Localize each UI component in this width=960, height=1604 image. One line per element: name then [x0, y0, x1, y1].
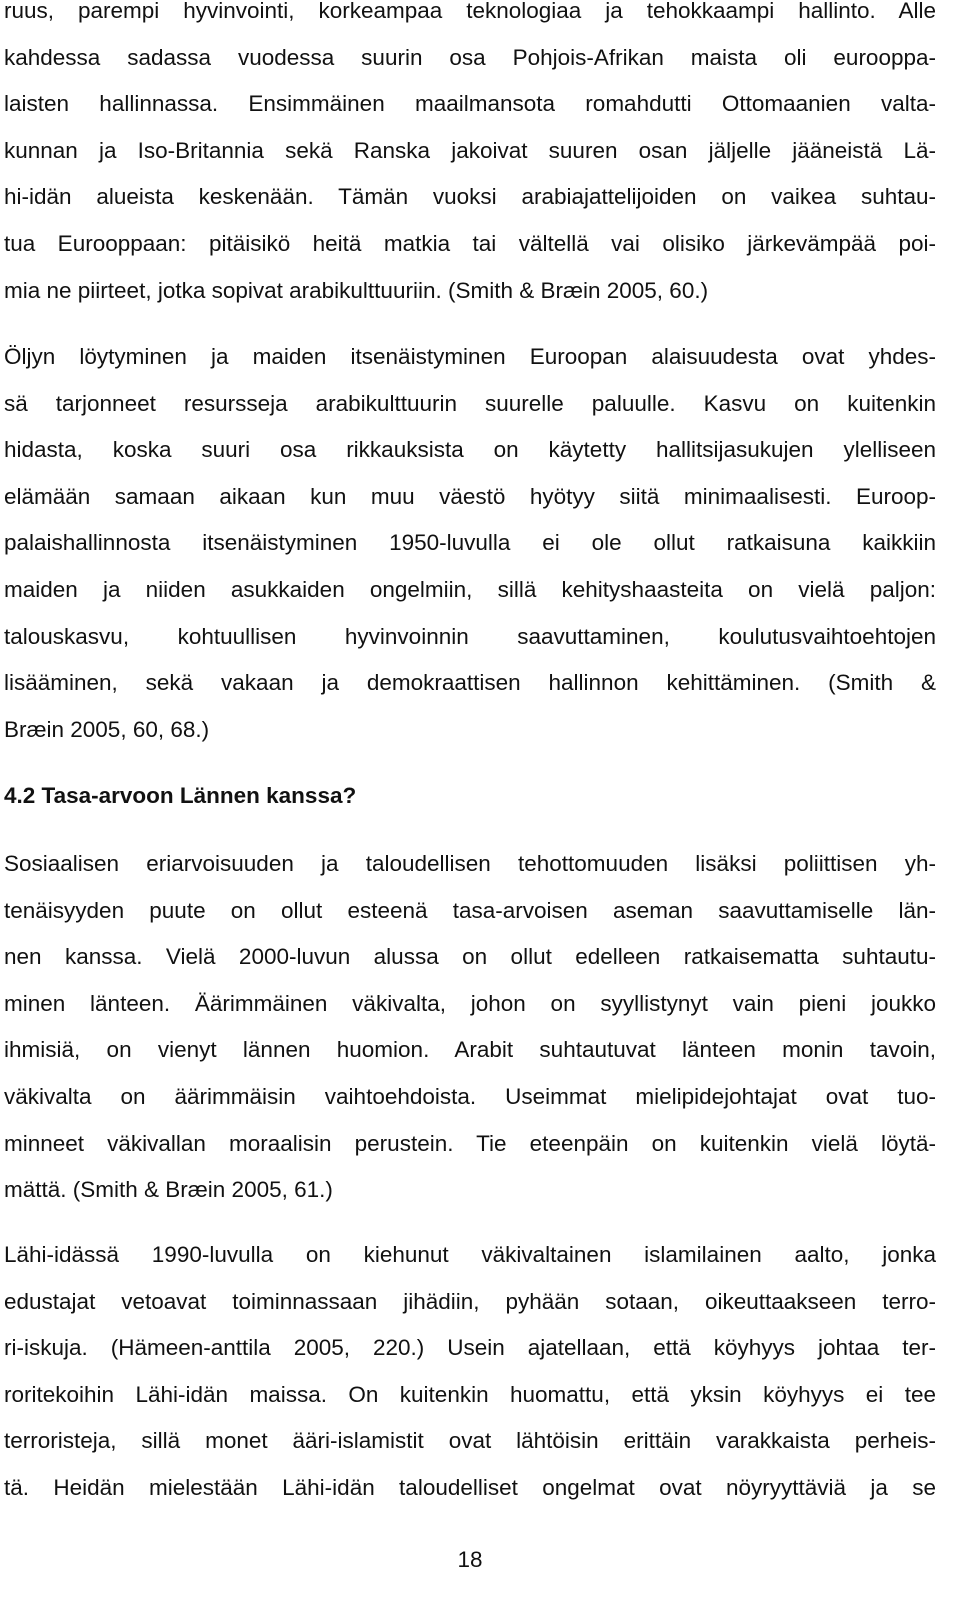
page-number: 18: [457, 1547, 483, 1572]
paragraph-oil-independence: [4, 334, 936, 753]
text-line: tä. Heidän mielestään Lähi-idän taloudelliset ongelmat ovat nöyryyttäviä ja se: [4, 1474, 936, 1500]
text-line: hi-idän alueista keskenään. Tämän vuoksi arabiajattelijoiden on vaikea suhtau-: [4, 184, 936, 210]
text-line: mättä. (Smith & Bræin 2005, 61.): [4, 1177, 333, 1203]
paragraph-equality-west: [4, 841, 936, 1214]
text-line: hidasta, koska suuri osa rikkauksista on käytetty hallitsijasukujen ylelliseen: [4, 437, 936, 463]
text-line: laisten hallinnassa. Ensimmäinen maailmansota romahdutti Ottomaanien valta-: [4, 91, 936, 117]
text-line: Bræin 2005, 60, 68.): [4, 716, 210, 742]
text-line: maiden ja niiden asukkaiden ongelmiin, sillä kehityshaasteita on vielä paljon:: [4, 576, 936, 602]
text-line: ri-iskuja. (Hämeen-anttila 2005, 220.) Usein ajatellaan, että köyhyys johtaa ter-: [4, 1335, 936, 1361]
text-line: nen kanssa. Vielä 2000-luvun alussa on ollut edelleen ratkaisematta suhtautu-: [4, 944, 936, 970]
paragraph-arab-history: [4, 0, 936, 314]
text-line: Lähi-idässä 1990-luvulla on kiehunut väkivaltainen islamilainen aalto, jonka: [4, 1242, 936, 1267]
text-line: kunnan ja Iso-Britannia sekä Ranska jakoivat suuren osan jäljelle jääneistä Lä-: [4, 137, 936, 163]
text-line: Sosiaalisen eriarvoisuuden ja taloudellisen tehottomuuden lisäksi poliittisen yh-: [4, 851, 936, 876]
text-line: minneet väkivallan moraalisin perustein. Tie eteenpäin on kuitenkin vielä löytä-: [4, 1130, 936, 1156]
text-line: palaishallinnosta itsenäistyminen 1950-luvulla ei ole ollut ratkaisuna kaikkiin: [4, 530, 936, 556]
paragraph-islamist-wave: [4, 1232, 936, 1512]
text-line: ihmisiä, on vienyt lännen huomion. Arabit suhtautuvat länteen monin tavoin,: [4, 1037, 936, 1063]
text-line: lisääminen, sekä vakaan ja demokraattisen hallinnon kehittäminen. (Smith &: [4, 670, 936, 696]
text-line: Öljyn löytyminen ja maiden itsenäistyminen Euroopan alaisuudesta ovat yhdes-: [4, 344, 936, 369]
text-line: mia ne piirteet, jotka sopivat arabikulttuuriin. (Smith & Bræin 2005, 60.): [4, 277, 709, 303]
text-line: elämään samaan aikaan kun muu väestö hyötyy siitä minimaalisesti. Euroop-: [4, 483, 936, 509]
text-line: edustajat vetoavat toiminnassaan jihädiin, pyhään sotaan, oikeuttaakseen terro-: [4, 1288, 936, 1314]
text-line: talouskasvu, kohtuullisen hyvinvoinnin saavuttaminen, koulutusvaihtoehtojen: [4, 623, 936, 649]
section-heading: 4.2 Tasa-arvoon Lännen kanssa?: [4, 783, 357, 808]
text-line: ruus, parempi hyvinvointi, korkeampaa teknologiaa ja tehokkaampi hallinto. Alle: [4, 0, 936, 23]
text-line: väkivalta on äärimmäisin vaihtoehdoista. Useimmat mielipidejohtajat ovat tuo-: [4, 1083, 936, 1109]
text-line: kahdessa sadassa vuodessa suurin osa Pohjois-Afrikan maista oli eurooppa-: [4, 44, 936, 70]
text-line: tenäisyyden puute on ollut esteenä tasa-arvoisen aseman saavuttamiselle län-: [4, 897, 936, 923]
text-line: sä tarjonneet resursseja arabikulttuurin suurelle paluulle. Kasvu on kuitenkin: [4, 390, 936, 416]
text-line: tua Eurooppaan: pitäisikö heitä matkia tai vältellä vai olisiko järkevämpää poi-: [4, 230, 936, 256]
text-line: terroristeja, sillä monet ääri-islamistit ovat lähtöisin erittäin varakkaista perheis-: [4, 1428, 936, 1454]
text-line: roritekoihin Lähi-idän maissa. On kuitenkin huomattu, että yksin köyhyys ei tee: [4, 1381, 936, 1407]
text-line: minen länteen. Äärimmäinen väkivalta, johon on syyllistynyt vain pieni joukko: [4, 990, 936, 1016]
